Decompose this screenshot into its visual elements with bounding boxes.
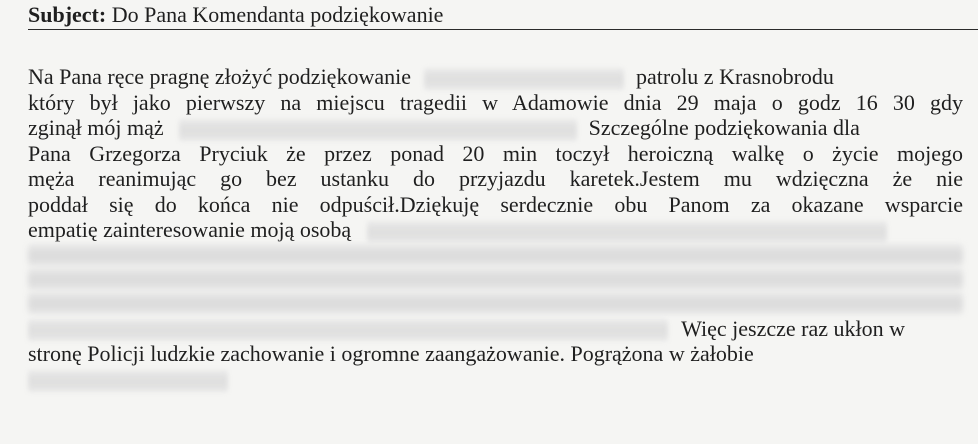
redacted-text-3 (28, 268, 963, 290)
letter-line-3-end: Szczególne podziękowania dla (588, 115, 860, 140)
letter-line-3 (28, 115, 963, 141)
redacted-name-1 (424, 68, 624, 90)
redacted-text-5 (28, 319, 668, 341)
letter-line-12: stronę Policji ludzkie zachowanie i ogromne zaangażowanie. Pogrążona w żałobie (28, 341, 754, 366)
subject-label: Subject: (28, 2, 107, 27)
redacted-text-4 (28, 292, 963, 314)
letter-line-1 (28, 64, 963, 90)
redacted-text-2 (28, 244, 963, 266)
letter-line-11-end: Więc jeszcze raz ukłon w (681, 315, 905, 341)
redacted-signature (28, 370, 228, 392)
letter-line-1-end: patrolu z Krasnobrodu (635, 64, 834, 89)
letter-body (28, 64, 963, 392)
subject-text: Do Pana Komendanta podziękowanie (111, 2, 444, 27)
letter-line-7 (28, 217, 963, 243)
subject-line (28, 2, 443, 28)
redacted-name-2 (179, 119, 577, 141)
letter-line-11 (28, 316, 963, 342)
letter-line-3-start: zginął mój mąż (28, 115, 164, 140)
letter-line-2: który był jako pierwszy na miejscu tragedii w Adamowie dnia 29 maja o godz 16 30 gdy (28, 89, 963, 115)
subject-divider (28, 29, 978, 30)
letter-line-13 (28, 367, 963, 393)
letter-line-6: poddał się do końca nie odpuścił.Dziękuję serdecznie obu Panom za okazane wsparcie (28, 191, 963, 217)
letter-line-5: męża reanimując go bez ustanku do przyjazdu karetek.Jestem mu wdzięczna że nie (28, 166, 963, 191)
letter-line-1-start: Na Pana ręce pragnę złożyć podziękowanie (28, 64, 411, 89)
letter-line-7-start: empatię zainteresowanie moją osobą (28, 217, 352, 242)
redacted-text-1 (367, 221, 887, 243)
letter-line-4: Pana Grzegorza Pryciuk że przez ponad 20 min toczył heroiczną walkę o życie mojego (28, 140, 963, 166)
